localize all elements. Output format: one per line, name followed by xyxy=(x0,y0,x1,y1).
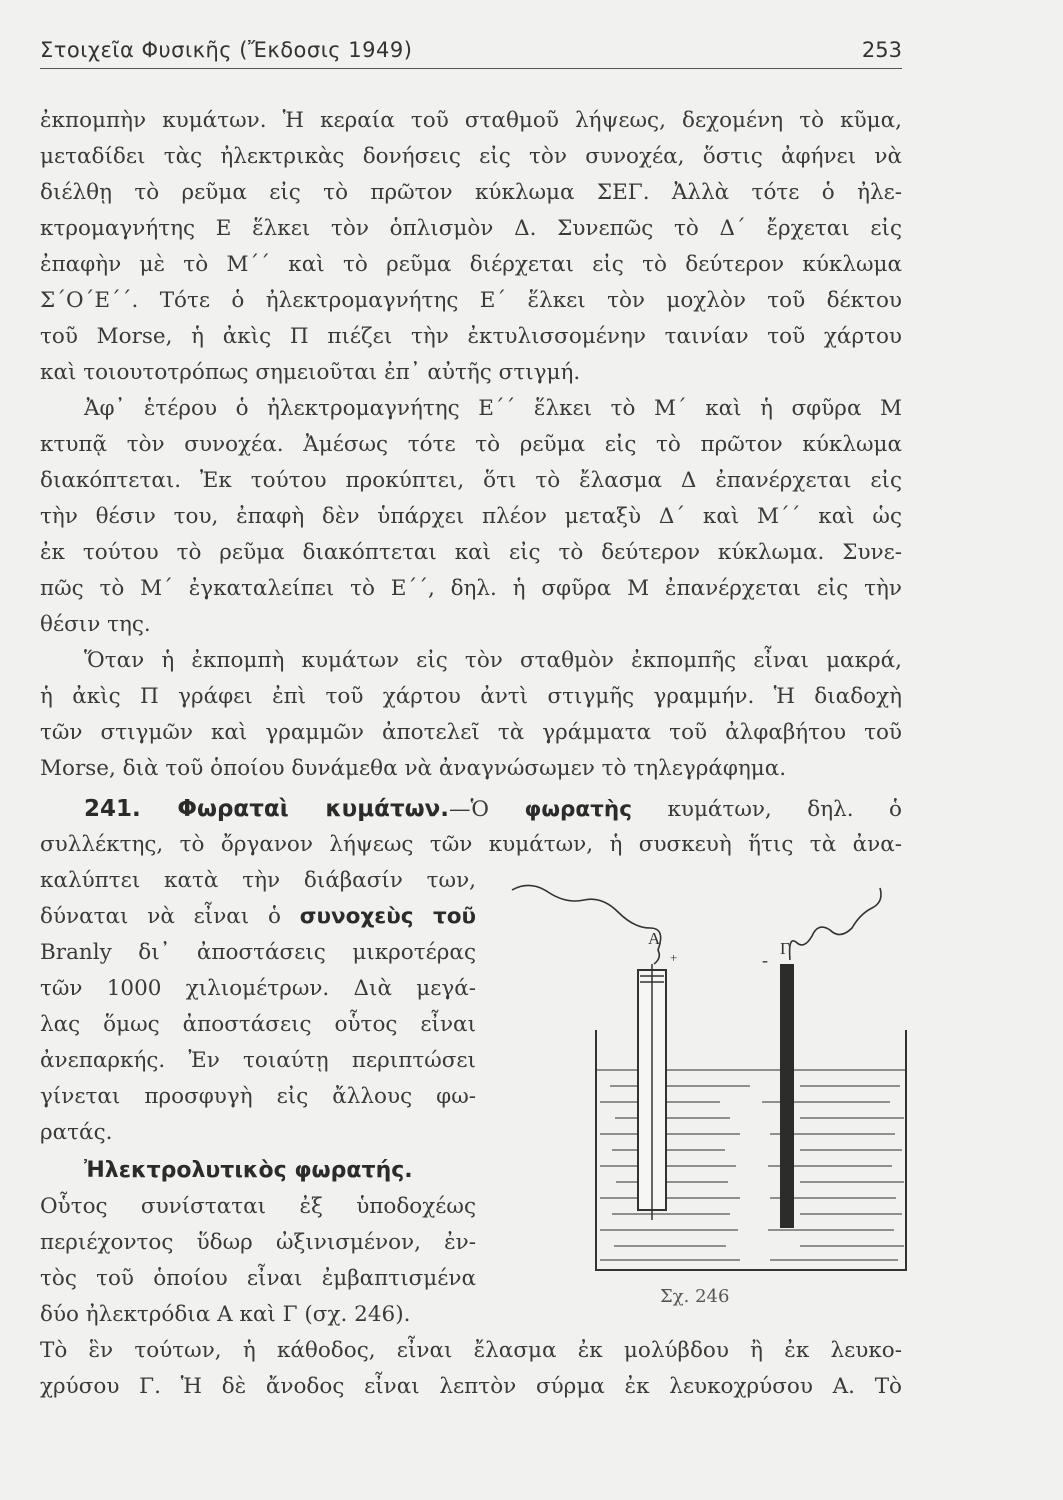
text-line: τῶν 1000 χιλιομέτρων. Διὰ μεγά- xyxy=(40,976,476,1001)
subsection-heading: Ἠλεκτρολυτικὸς φωρατής. xyxy=(84,1158,413,1183)
antenna-wire-left xyxy=(512,885,661,964)
text-line: ἀνεπαρκής. Ἐν τοιαύτῃ περιπτώσει xyxy=(40,1048,476,1073)
running-header xyxy=(40,34,902,69)
antenna-wire-right xyxy=(790,888,881,960)
subsection-heading-line xyxy=(40,1156,476,1186)
text-line: τῶν στιγμῶν καὶ γραμμῶν ἀποτελεῖ τὰ γράμματα τοῦ ἀλφαβήτου τοῦ xyxy=(40,720,902,745)
text-line: ρατάς. xyxy=(40,1120,113,1145)
text-line-with-term xyxy=(40,902,476,932)
text-line: ἡ ἀκὶς Π γράφει ἐπὶ τοῦ χάρτου ἀντὶ στιγμῆς γραμμήν. Ἡ διαδοχὴ xyxy=(40,684,902,709)
text-line: ἐπαφὴν μὲ τὸ Μ΄΄ καὶ τὸ ρεῦμα διέρχεται εἰς τὸ δεύτερον κύκλωμα xyxy=(40,252,902,277)
text-line: δύο ἠλεκτρόδια Α καὶ Γ (σχ. 246). xyxy=(40,1302,411,1327)
text-line: τοῦ Morse, ἡ ἀκὶς Π πιέζει τὴν ἐκτυλισσομένην ταινίαν τοῦ χάρτου xyxy=(40,324,902,349)
section-heading: 241. Φωραταὶ κυμάτων. xyxy=(84,796,450,822)
cathode-plate xyxy=(780,964,794,1228)
page-number: 253 xyxy=(861,38,902,62)
electrolytic-detector-figure xyxy=(500,880,910,1290)
text-line: πῶς τὸ Μ΄ ἐγκαταλείπει τὸ Ε΄΄, δηλ. ἡ σφῦρα Μ ἐπανέρχεται εἰς τὴν xyxy=(40,576,902,601)
section-241-first-line xyxy=(40,794,902,824)
text-line: Ὅταν ἡ ἐκπομπὴ κυμάτων εἰς τὸν σταθμὸν ἐκπομπῆς εἶναι μακρά, xyxy=(84,648,902,673)
text-fragment: κυμάτων, δηλ. ὁ xyxy=(631,797,902,822)
text-line: Τὸ ἓν τούτων, ἡ κάθοδος, εἶναι ἔλασμα ἐκ μολύβδου ἢ ἐκ λευκο- xyxy=(40,1338,902,1363)
text-line: διέλθῃ τὸ ρεῦμα εἰς τὸ πρῶτον κύκλωμα ΣΕΓ. Ἀλλὰ τότε ὁ ἠλε- xyxy=(40,180,902,205)
label-cathode: Γ xyxy=(780,939,790,958)
text-fragment: δύναται νὰ εἶναι ὁ xyxy=(40,904,300,929)
text-line: Οὗτος συνίσταται ἐξ ὑποδοχέως xyxy=(40,1194,476,1219)
dash: —Ὁ xyxy=(449,797,525,822)
text-line: Branly δι᾽ ἀποστάσεις μικροτέρας xyxy=(40,940,476,965)
text-line: συλλέκτης, τὸ ὄργανον λήψεως τῶν κυμάτων, ἡ συσκευὴ ἥτις τὰ ἀνα- xyxy=(40,832,902,857)
key-term: συνοχεὺς τοῦ xyxy=(299,904,477,929)
label-anode: Α xyxy=(648,929,661,948)
text-line: λας ὅμως ἀποστάσεις οὗτος εἶναι xyxy=(40,1012,476,1037)
text-line: Ἀφ᾽ ἑτέρου ὁ ἠλεκτρομαγνήτης Ε΄΄ ἕλκει τὸ Μ΄ καὶ ἡ σφῦρα Μ xyxy=(84,396,902,421)
text-line: μεταδίδει τὰς ἠλεκτρικὰς δονήσεις εἰς τὸν συνοχέα, ὅστις ἀφήνει νὰ xyxy=(40,144,902,169)
text-line: χρύσου Γ. Ἡ δὲ ἄνοδος εἶναι λεπτὸν σύρμα ἐκ λευκοχρύσου Α. Τὸ xyxy=(40,1374,902,1399)
text-line: Σ΄Ο΄Ε΄΄. Τότε ὁ ἠλεκτρομαγνήτης Ε΄ ἕλκει τὸν μοχλὸν τοῦ δέκτου xyxy=(40,288,902,313)
text-line: κτρομαγνήτης Ε ἕλκει τὸν ὁπλισμὸν Δ. Συνεπῶς τὸ Δ΄ ἔρχεται εἰς xyxy=(40,216,902,241)
text-line: θέσιν της. xyxy=(40,612,151,637)
text-line: καὶ τοιουτοτρόπως σημειοῦται ἐπ᾽ αὐτῆς στιγμή. xyxy=(40,360,581,385)
text-line: τὴν θέσιν του, ἐπαφὴ δὲν ὑπάρχει πλέον μεταξὺ Δ΄ καὶ Μ΄΄ καὶ ὡς xyxy=(40,504,902,529)
text-line: τὸς τοῦ ὁποίου εἶναι ἐμβαπτισμένα xyxy=(40,1266,476,1291)
text-line: ἐκπομπὴν κυμάτων. Ἡ κεραία τοῦ σταθμοῦ λήψεως, δεχομένη τὸ κῦμα, xyxy=(40,108,902,133)
text-line: Morse, διὰ τοῦ ὁποίου δυνάμεθα νὰ ἀναγνώσωμεν τὸ τηλεγράφημα. xyxy=(40,756,787,781)
text-line: καλύπτει κατὰ τὴν διάβασίν των, xyxy=(40,868,476,893)
text-line: κτυπᾷ τὸν συνοχέα. Ἀμέσως τότε τὸ ρεῦμα εἰς τὸ πρῶτον κύκλωμα xyxy=(40,432,902,457)
key-term: φωρατὴς xyxy=(524,797,632,822)
label-minus: - xyxy=(762,950,768,970)
figure-caption: Σχ. 246 xyxy=(660,1286,730,1307)
text-line: ἐκ τούτου τὸ ρεῦμα διακόπτεται καὶ εἰς τὸ δεύτερον κύκλωμα. Συνε- xyxy=(40,540,902,565)
text-line: περιέχοντος ὕδωρ ὠξινισμένον, ἐν- xyxy=(40,1230,476,1255)
book-title: Στοιχεῖα Φυσικῆς (Ἔκδοσις 1949) xyxy=(40,38,413,62)
label-plus: + xyxy=(670,950,678,965)
text-line: διακόπτεται. Ἐκ τούτου προκύπτει, ὅτι τὸ ἔλασμα Δ ἐπανέρχεται εἰς xyxy=(40,468,902,493)
text-line: γίνεται προσφυγὴ εἰς ἄλλους φω- xyxy=(40,1084,476,1109)
